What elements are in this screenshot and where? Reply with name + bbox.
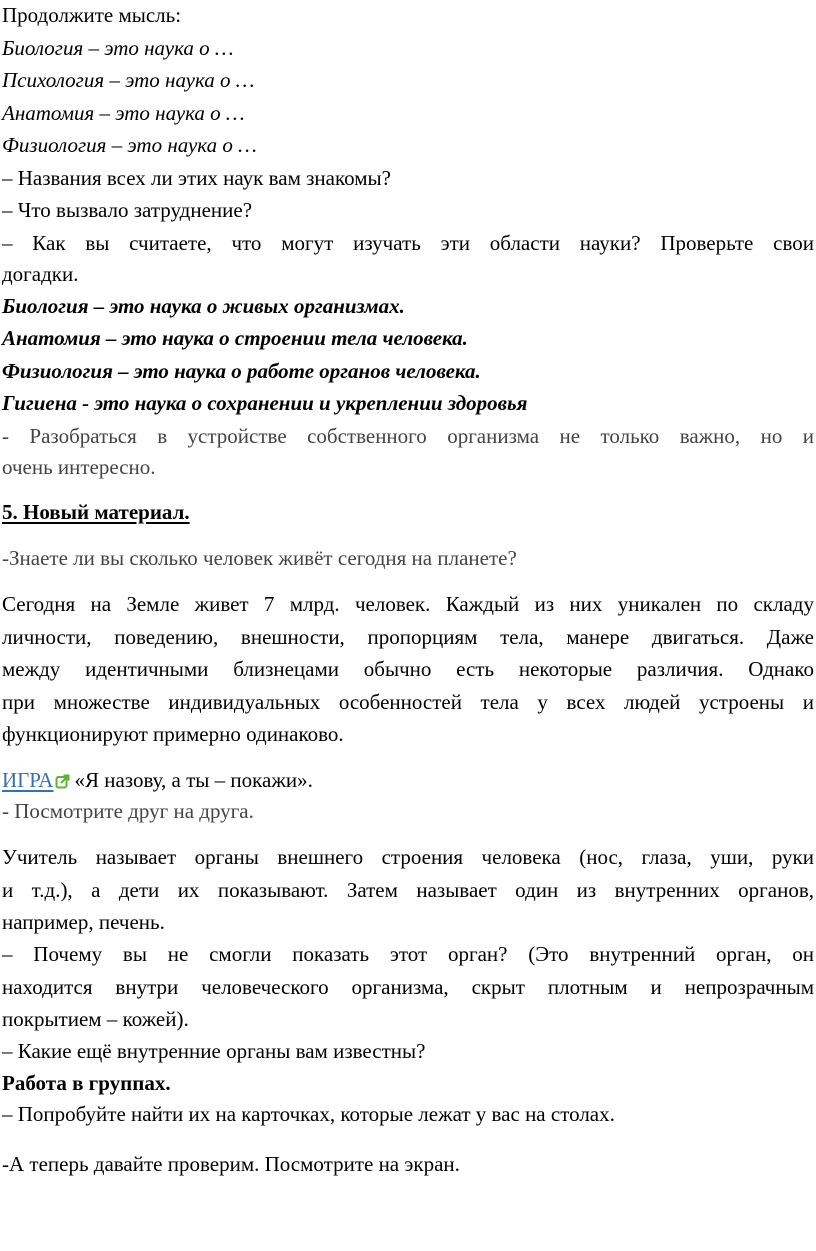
paragraph-line: очень интересно. xyxy=(2,455,156,479)
definition-hygiene: Гигиена - это наука о сохранении и укреплении здоровья xyxy=(2,391,528,415)
section-heading: 5. Новый материал. xyxy=(2,500,190,524)
definition-biology: Биология – это наука о живых организмах. xyxy=(2,294,405,318)
paragraph-line: Учитель называет органы внешнего строения человека (нос, глаза, уши, руки xyxy=(2,845,814,869)
paragraph-line: личности, поведению, внешности, пропорциям тела, манере двигаться. Даже xyxy=(2,625,814,649)
question-anatomy: Анатомия – это наука о … xyxy=(2,101,245,125)
game-title: «Я назову, а ты – покажи». xyxy=(74,768,313,792)
dialog-line: – Что вызвало затруднение? xyxy=(2,198,253,222)
paragraph-line: функционируют примерно одинаково. xyxy=(2,722,344,746)
paragraph-line: находится внутри человеческого организма, скрыт плотным и непрозрачным xyxy=(2,975,814,999)
external-link-icon[interactable] xyxy=(55,770,70,794)
dialog-line: – Как вы считаете, что могут изучать эти области науки? Проверьте свои xyxy=(2,231,814,255)
paragraph-line: при множестве индивидуальных особенностей тела у всех людей устроены и xyxy=(2,690,814,714)
question-line: -Знаете ли вы сколько человек живёт сегодня на планете? xyxy=(2,546,517,570)
paragraph-line: - Разобраться в устройстве собственного организма не только важно, но и xyxy=(2,424,814,448)
instruction-line: -А теперь давайте проверим. Посмотрите на экран. xyxy=(2,1152,460,1176)
question-biology: Биология – это наука о … xyxy=(2,36,234,60)
game-link[interactable]: ИГРА xyxy=(2,768,54,792)
definition-anatomy: Анатомия – это наука о строении тела человека. xyxy=(2,326,468,350)
paragraph-line: покрытием – кожей). xyxy=(2,1007,189,1031)
question-physiology: Физиология – это наука о … xyxy=(2,133,257,157)
question-psychology: Психология – это наука о … xyxy=(2,68,255,92)
prompt-line: Продолжите мысль: xyxy=(2,3,182,27)
group-work-heading: Работа в группах. xyxy=(2,1071,171,1095)
dialog-line: догадки. xyxy=(2,262,79,286)
instruction-line: - Посмотрите друг на друга. xyxy=(2,799,254,823)
paragraph-line: между идентичными близнецами обычно есть некоторые различия. Однако xyxy=(2,657,814,681)
definition-physiology: Физиология – это наука о работе органов человека. xyxy=(2,359,481,383)
paragraph-line: и т.д.), а дети их показывают. Затем называет один из внутренних органов, xyxy=(2,878,814,902)
question-line: – Какие ещё внутренние органы вам известны? xyxy=(2,1039,426,1063)
paragraph-line: – Почему вы не смогли показать этот орган? (Это внутренний орган, он xyxy=(2,942,814,966)
dialog-line: – Названия всех ли этих наук вам знакомы? xyxy=(2,166,391,190)
game-line xyxy=(2,768,814,794)
instruction-line: – Попробуйте найти их на карточках, которые лежат у вас на столах. xyxy=(2,1102,615,1126)
paragraph-line: например, печень. xyxy=(2,910,165,934)
paragraph-line: Сегодня на Земле живет 7 млрд. человек. Каждый из них уникален по складу xyxy=(2,592,814,616)
